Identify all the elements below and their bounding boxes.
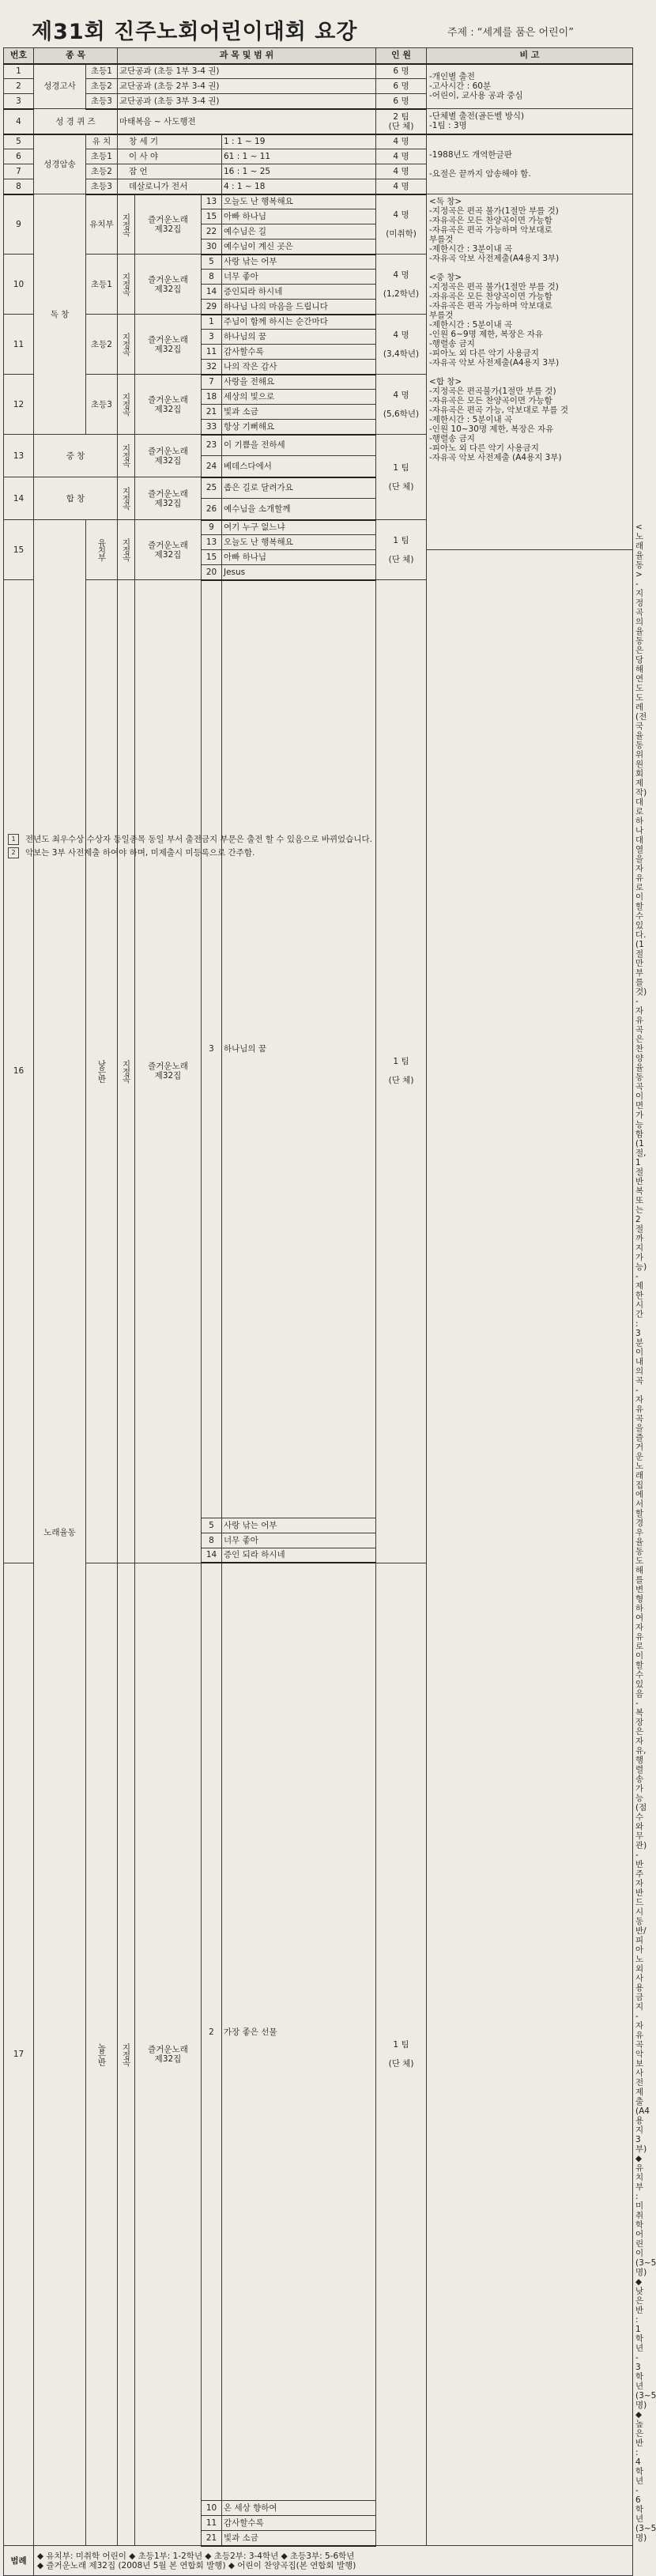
sub-event: 초등1 [86, 64, 118, 79]
row-number: 7 [4, 164, 34, 179]
song-number: 33 [202, 420, 222, 435]
song-title: 하나님의 꿈 [222, 580, 376, 1518]
song-number: 26 [202, 499, 222, 520]
sub-event: 유치부 [86, 194, 118, 255]
participant-count: 6 명 [376, 64, 427, 79]
song-title: 나의 작은 감사 [222, 360, 376, 375]
song-number: 3 [202, 580, 222, 1518]
participant-count: 4 명 [376, 164, 427, 179]
remarks: -단체별 출전(골든벨 방식) -1팀 : 3명 [427, 109, 633, 134]
sub-event: 높은반 [86, 1563, 118, 2546]
song-number: 13 [202, 535, 222, 550]
song-number: 8 [202, 270, 222, 285]
song-title: 증인 되라 하시네 [222, 1548, 376, 1563]
song-title: Jesus [222, 565, 376, 580]
song-title: 주님이 함께 하시는 순간마다 [222, 315, 376, 330]
song-number: 29 [202, 300, 222, 315]
row-number: 10 [4, 255, 34, 315]
song-number: 7 [202, 375, 222, 390]
song-title: 온 세상 향하여 [222, 2501, 376, 2516]
song-number: 2 [202, 1563, 222, 2501]
song-number: 9 [202, 520, 222, 535]
song-number: 30 [202, 239, 222, 255]
song-number: 25 [202, 477, 222, 499]
songbook: 즐거운노래 제32집 [135, 375, 202, 435]
participant-count: 4 명 [376, 149, 427, 164]
song-title: 빛과 소금 [222, 405, 376, 420]
song-number: 21 [202, 2531, 222, 2546]
songbook: 즐거운노래 제32집 [135, 255, 202, 315]
table-row [4, 134, 633, 149]
legend-row [4, 2546, 633, 2576]
row-number: 4 [4, 109, 34, 134]
participant-count: 4 명 [376, 179, 427, 194]
song-title: 오늘도 난 행복해요 [222, 194, 376, 209]
header-remarks: 비 고 [427, 48, 633, 64]
sub-event: 초등3 [86, 179, 118, 194]
sub-event: 낮은반 [86, 580, 118, 1563]
designated-label: 지정곡 [118, 255, 135, 315]
participant-count: 1 팀 (단 체) [376, 1563, 427, 2546]
row-number: 6 [4, 149, 34, 164]
row-number: 1 [4, 64, 34, 79]
song-number: 18 [202, 390, 222, 405]
songbook: 즐거운노래 제32집 [135, 520, 202, 580]
event-name: 독 창 [34, 194, 86, 435]
event-name: 성경고사 [34, 64, 86, 109]
participant-count: 2 팀 (단 체) [376, 109, 427, 134]
table-header-row [4, 48, 633, 64]
verse-range: 61 : 1 ~ 11 [222, 149, 376, 164]
row-number: 9 [4, 194, 34, 255]
event-name: 성경암송 [34, 134, 86, 194]
participant-count: 6 명 [376, 94, 427, 109]
participant-count: 4 명 [376, 134, 427, 149]
song-title: 여기 누구 없느냐 [222, 520, 376, 535]
event-name: 중 창 [34, 435, 118, 477]
song-number: 22 [202, 224, 222, 239]
participant-count: 1 팀 (단 체) [376, 580, 427, 1563]
table-row: 15 노래율동 유치부 지정곡 즐거운노래 제32집 9 여기 누구 없느냐 1 팀 (단 체) <노래율동> -지정곡의 율동은 당해 연도 도레 (전국율동 위원회 제작)대로 하나 대열을 자유로이 할 수 있다. (1절만 부를 것) -자유곡은 찬양 율동 곡이면 가능함 (1절, 1절 반복 또는 2절까지 가능) -제한시간 : 3분 이내의 곡 -자유곡을 즐거운 노래집에서 할 경우 율동도해를변형하여 자유로이 할 수 있음 -복장은 자유, 행렬송 가능(점수와 무관) -반주자 반드시동반/피아노외 사용금지 -자유곡악보 사전제출(A4용지 3부) ◆유치부 : 미취학 어린이 (3~5명) ◆낮은반 : 1학년 - 3학년(3~5명) ◆높은반 : 4학년 - 6학년(3~5명) [4, 520, 633, 535]
song-number: 5 [202, 255, 222, 270]
song-number: 1 [202, 315, 222, 330]
songbook: 즐거운노래 제32집 [135, 580, 202, 1563]
participant-count: 4 명 (미취학) [376, 194, 427, 255]
songbook: 즐거운노래 제32집 [135, 477, 202, 520]
designated-label: 지정곡 [118, 477, 135, 520]
participant-count: 4 명 (3,4학년) [376, 315, 427, 375]
song-title: 하나님 나의 마음을 드립니다 [222, 300, 376, 315]
song-title: 사랑을 전해요 [222, 375, 376, 390]
song-number: 14 [202, 1548, 222, 1563]
table-row [4, 194, 633, 209]
songbook: 즐거운노래 제32집 [135, 435, 202, 477]
subject-range: 교단공과 (초등 2부 3-4 권) [118, 79, 376, 94]
song-number: 13 [202, 194, 222, 209]
header-count: 인 원 [376, 48, 427, 64]
subject-range: 마태복음 ~ 사도행전 [118, 109, 376, 134]
song-title: 예수님은 길 [222, 224, 376, 239]
song-number: 15 [202, 550, 222, 565]
book-name: 잠 언 [118, 164, 222, 179]
participant-count: 1 팀 (단 체) [376, 520, 427, 580]
designated-label: 지정곡 [118, 520, 135, 580]
song-title: 감사할수록 [222, 345, 376, 360]
song-title: 세상의 빛으로 [222, 390, 376, 405]
song-number: 3 [202, 330, 222, 345]
document-title: 제31회 진주노회어린이대회 요강 [32, 20, 358, 44]
song-number: 14 [202, 285, 222, 300]
book-name: 데살로니가 전서 [118, 179, 222, 194]
song-number: 15 [202, 209, 222, 224]
participant-count: 1 팀 (단 체) [376, 435, 427, 520]
song-title: 빛과 소금 [222, 2531, 376, 2546]
table-row [4, 64, 633, 79]
row-number: 5 [4, 134, 34, 149]
song-number: 8 [202, 1533, 222, 1548]
song-number: 32 [202, 360, 222, 375]
sub-event: 초등1 [86, 255, 118, 315]
competition-table [3, 47, 656, 2576]
row-number: 17 [4, 1563, 34, 2546]
row-number: 14 [4, 477, 34, 520]
remarks: -개인별 출전 -고사시간 : 60분 -어린이, 교사용 공과 중심 [427, 64, 633, 109]
row-number: 3 [4, 94, 34, 109]
song-title: 아빠 하나님 [222, 550, 376, 565]
song-title: 너무 좋아 [222, 270, 376, 285]
verse-range: 1 : 1 ~ 19 [222, 134, 376, 149]
songbook: 즐거운노래 제32집 [135, 1563, 202, 2546]
song-title: 하나님의 꿈 [222, 330, 376, 345]
legend-text: ◆ 유치부: 미취학 어린이 ◆ 초등1부: 1-2학년 ◆ 초등2부: 3-4학년 ◆ 초등3부: 5-6학년 ◆ 즐거운노래 제32집 (2008년 5월 본 연합회 발행) ◆ 어린이 찬양곡집(본 연합회 발행) [34, 2546, 633, 2576]
song-title: 가장 좋은 선물 [222, 1563, 376, 2501]
song-number: 24 [202, 456, 222, 477]
table-row [4, 1563, 633, 2501]
row-number: 13 [4, 435, 34, 477]
table-row [4, 109, 633, 134]
song-title: 예수님을 소개할께 [222, 499, 376, 520]
verse-range: 4 : 1 ~ 18 [222, 179, 376, 194]
song-number: 5 [202, 1518, 222, 1533]
row-number: 2 [4, 79, 34, 94]
song-title: 아빠 하나님 [222, 209, 376, 224]
event-name: 노래율동 [34, 520, 86, 2546]
song-title: 좁은 길로 달려가요 [222, 477, 376, 499]
sub-event: 유치부 [86, 520, 118, 580]
song-number: 10 [202, 2501, 222, 2516]
row-number: 12 [4, 375, 34, 435]
remarks: -1988년도 개역한글판 -요절은 끝까지 암송해야 함. [427, 134, 633, 194]
row-number: 8 [4, 179, 34, 194]
song-number: 20 [202, 565, 222, 580]
participant-count: 4 명 (1,2학년) [376, 255, 427, 315]
song-title: 증인되라 하시네 [222, 285, 376, 300]
footnote: 1 전년도 최우수상 수상자 동일종목 동일 부서 출전금지 부문은 출전 할 수 있음으로 바뀌었습니다. [8, 833, 372, 847]
song-title: 너무 좋아 [222, 1533, 376, 1548]
song-number: 11 [202, 2516, 222, 2531]
event-name: 성 경 퀴 즈 [34, 109, 118, 134]
song-title: 예수님이 계신 곳은 [222, 239, 376, 255]
designated-label: 지정곡 [118, 435, 135, 477]
song-number: 21 [202, 405, 222, 420]
footnotes [8, 833, 372, 860]
song-title: 베데스다에서 [222, 456, 376, 477]
participant-count: 6 명 [376, 79, 427, 94]
header-number: 번호 [4, 48, 34, 64]
sub-event: 초등3 [86, 94, 118, 109]
sub-event: 초등2 [86, 164, 118, 179]
sub-event: 초등3 [86, 375, 118, 435]
book-name: 창 세 기 [118, 134, 222, 149]
row-number: 11 [4, 315, 34, 375]
designated-label: 지정곡 [118, 1563, 135, 2546]
designated-label: 지정곡 [118, 375, 135, 435]
table-row [4, 580, 633, 1518]
verse-range: 16 : 1 ~ 25 [222, 164, 376, 179]
designated-label: 지정곡 [118, 580, 135, 1563]
theme-text: 주제 : “세계를 품은 어린이” [447, 27, 574, 39]
remarks: <독 창> -지정곡은 편곡 불가(1절만 부를 것) -자유곡은 모든 찬양곡이면 가능함 -자유곡은 편곡 가능하며 악보대로 부를것 -제한시간 : 3분이내 곡 -자유곡 악보 사전제출(A4용지 3부) <중 창> -지정곡은 편곡 불가(1절만 부를 것) -자유곡은 모든 찬양곡이면 가능함 -자유곡은 편곡 가능하며 악보대로 부를것 -제한시간 : 5분이내 곡 -인원 6~9명 제한, 복장은 자유 -행렬송 금지 -피아노 외 다른 악기 사용금지 -자유곡 악보 사전제출(A4용지 3부) <합 창> -지정곡은 편곡불가(1절만 부를 것) -자유곡은 모든 찬양곡이면 가능함 -자유곡은 편곡 가능, 악보대로 부를 것 -제한시간 : 5분이내 곡 -인원 10~30명 제한, 복장은 자유 -행렬송 금지 -피아노 외 다른 악기 사용금지 -자유곡 악보 사전제출 (A4용지 3부) [427, 194, 633, 550]
subject-range: 교단공과 (초등 1부 3-4 권) [118, 64, 376, 79]
sub-event: 초등2 [86, 79, 118, 94]
event-name: 합 창 [34, 477, 118, 520]
song-title: 이 기쁨을 전하세 [222, 435, 376, 456]
row-number: 16 [4, 580, 34, 1563]
designated-label: 지정곡 [118, 194, 135, 255]
row-number: 15 [4, 520, 34, 580]
song-number: 23 [202, 435, 222, 456]
songbook: 즐거운노래 제32집 [135, 315, 202, 375]
song-title: 항상 기뻐해요 [222, 420, 376, 435]
sub-event: 초등1 [86, 149, 118, 164]
song-title: 오늘도 난 행복해요 [222, 535, 376, 550]
song-title: 감사할수록 [222, 2516, 376, 2531]
header-subject: 과 목 및 범 위 [118, 48, 376, 64]
song-number: 11 [202, 345, 222, 360]
book-name: 이 사 야 [118, 149, 222, 164]
legend-label: 범례 [4, 2546, 34, 2576]
song-title: 사랑 낚는 어부 [222, 1518, 376, 1533]
footnote: 2 악보는 3부 사전제출 하여야 하며, 미제출시 미등록으로 간주함. [8, 847, 372, 860]
header-event: 종 목 [34, 48, 118, 64]
subject-range: 교단공과 (초등 3부 3-4 권) [118, 94, 376, 109]
song-title: 사랑 낚는 어부 [222, 255, 376, 270]
songbook: 즐거운노래 제32집 [135, 194, 202, 255]
sub-event: 초등2 [86, 315, 118, 375]
designated-label: 지정곡 [118, 315, 135, 375]
participant-count: 4 명 (5,6학년) [376, 375, 427, 435]
sub-event: 유 치 [86, 134, 118, 149]
